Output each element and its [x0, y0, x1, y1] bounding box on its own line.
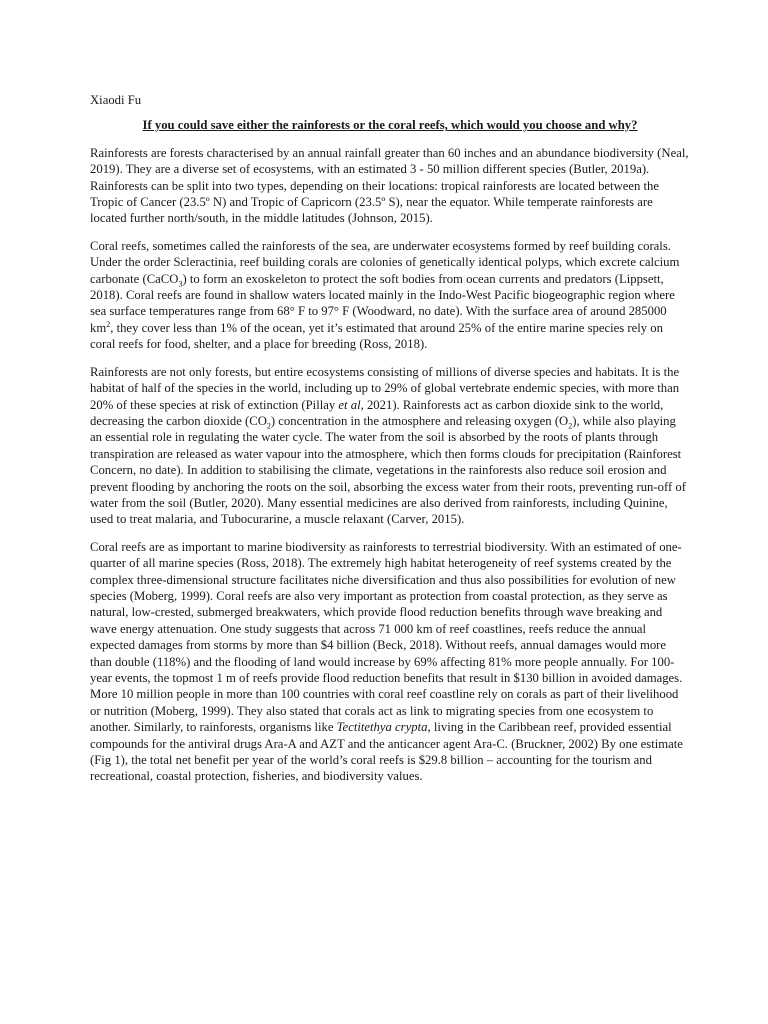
paragraph-text: Rainforests are not only forests, but entire ecosystems consisting of millions of diverse species and habitats. It is the habitat of half of the species in the world, including up to 29% of global vertebrate endemic species, with more than 20% of these species at risk of extinction (Pillay: [90, 364, 680, 412]
paragraph-text: , living in the Caribbean reef, provided essential compounds for the antiviral drugs Ara-A and AZT and the anticancer agent Ara-C. (Bruckner, 2002) By one estimate (Fig 1), the total net benefit per year of the world’s coral reefs is $29.8 billion – accounting for the tourism and recreational, coastal protection, fisheries, and biodiversity values.: [90, 720, 683, 784]
paragraph-text: , they cover less than 1% of the ocean, yet it’s estimated that around 25% of the entire marine species rely on coral reefs for food, shelter, and a place for breeding (Ross, 2018).: [90, 320, 663, 352]
paragraph-sup-text: 2: [106, 319, 111, 329]
body-paragraph: [90, 364, 690, 528]
body-paragraph: [90, 539, 690, 785]
paragraph-sub-text: 2: [266, 421, 271, 431]
paragraph-text: ), while also playing an essential role in regulating the water cycle. The water from the soil is absorbed by the roots of plants through transpiration are released as water vapour into the atmosphere, which then forms clouds for precipitation (Rainforest Concern, no date). In addition to stabilising the climate, vegetations in the rainforests also reduce soil erosion and prevent flooding by anchoring the roots on the soil, absorbing the excess water from their roots, preventing run-off of water from the soil (Butler, 2020). Many essential medicines are also derived from rainforests, including Quinine, used to treat malaria, and Tubocurarine, a muscle relaxant (Carver, 2015).: [90, 413, 686, 527]
paragraph-sub-text: 2: [568, 421, 573, 431]
paragraph-text: ) to form an exoskeleton to protect the soft bodies from ocean currents and predators (Lippsett, 2018). Coral reefs are found in shallow waters located mainly in the Indo-West Pacific biogeographic region where sea surface temperatures range from 68° F to 97° F (Woodward, no date). With the surface area of around 285000 km: [90, 271, 675, 335]
paragraph-text: Rainforests are forests characterised by an annual rainfall greater than 60 inches and an abundance biodiversity (Neal, 2019). They are a diverse set of ecosystems, with an estimated 3 - 50 million different species (Butler, 2019a). Rainforests can be split into two types, depending on their locations: tropical rainforests are located between the Tropic of Cancer (23.5º N) and Tropic of Capricorn (23.5º S), near the equator. While temperate rainforests are located further north/south, in the middle latitudes (Johnson, 2015).: [90, 145, 689, 226]
paragraph-text: Coral reefs, sometimes called the rainforests of the sea, are underwater ecosystems formed by reef building corals. Under the order Scleractinia, reef building corals are colonies of genetically identical polyps, which excrete calcium carbonate (CaCO: [90, 238, 680, 286]
paragraph-text: ) concentration in the atmosphere and releasing oxygen (O: [270, 413, 569, 428]
body-paragraph: [90, 238, 690, 353]
paragraph-em-text: Tectitethya crypta: [336, 720, 428, 735]
paragraph-text: Coral reefs are as important to marine biodiversity as rainforests to terrestrial biodiversity. With an estimated of one-quarter of all marine species (Ross, 2018). The extremely high habitat heterogeneity of reef systems created by the complex three-dimensional structure facilitates niche diversification and thus also possibilities for evolution of new species (Moberg, 1999). Coral reefs are also very important as protection from coastal protection, as they serve as natural, low-crested, submerged breakwaters, which provide flood reduction benefits through wave breaking and wave energy attenuation. One study suggests that across 71 000 km of reef coastlines, reefs reduce the annual expected damages from storms by more than $4 billion (Beck, 2018). Without reefs, annual damages would more than double (118%) and the flooding of land would increase by 69% affecting 81% more people annually. For 100-year events, the topmost 1 m of reefs provide flood reduction benefits that result in $130 billion in avoided damages. More 10 million people in more than 100 countries with coral reef coastline rely on corals as part of their livelihood or nutrition (Moberg, 1999). They also stated that corals act as link to migrating species from one ecosystem to another. Similarly, to rainforests, organisms like: [90, 539, 683, 735]
paragraph-sub-text: 3: [178, 279, 183, 289]
essay-title: If you could save either the rainforests or the coral reefs, which would you choose and why?: [142, 118, 638, 133]
body-paragraph: [90, 145, 690, 227]
essay-body: [90, 145, 690, 785]
paragraph-em-text: et al,: [338, 397, 364, 412]
paragraph-text: 2021). Rainforests act as carbon dioxide sink to the world, decreasing the carbon dioxide (CO: [90, 397, 664, 428]
author-name: Xiaodi Fu: [90, 93, 142, 107]
document-page: [90, 92, 690, 796]
